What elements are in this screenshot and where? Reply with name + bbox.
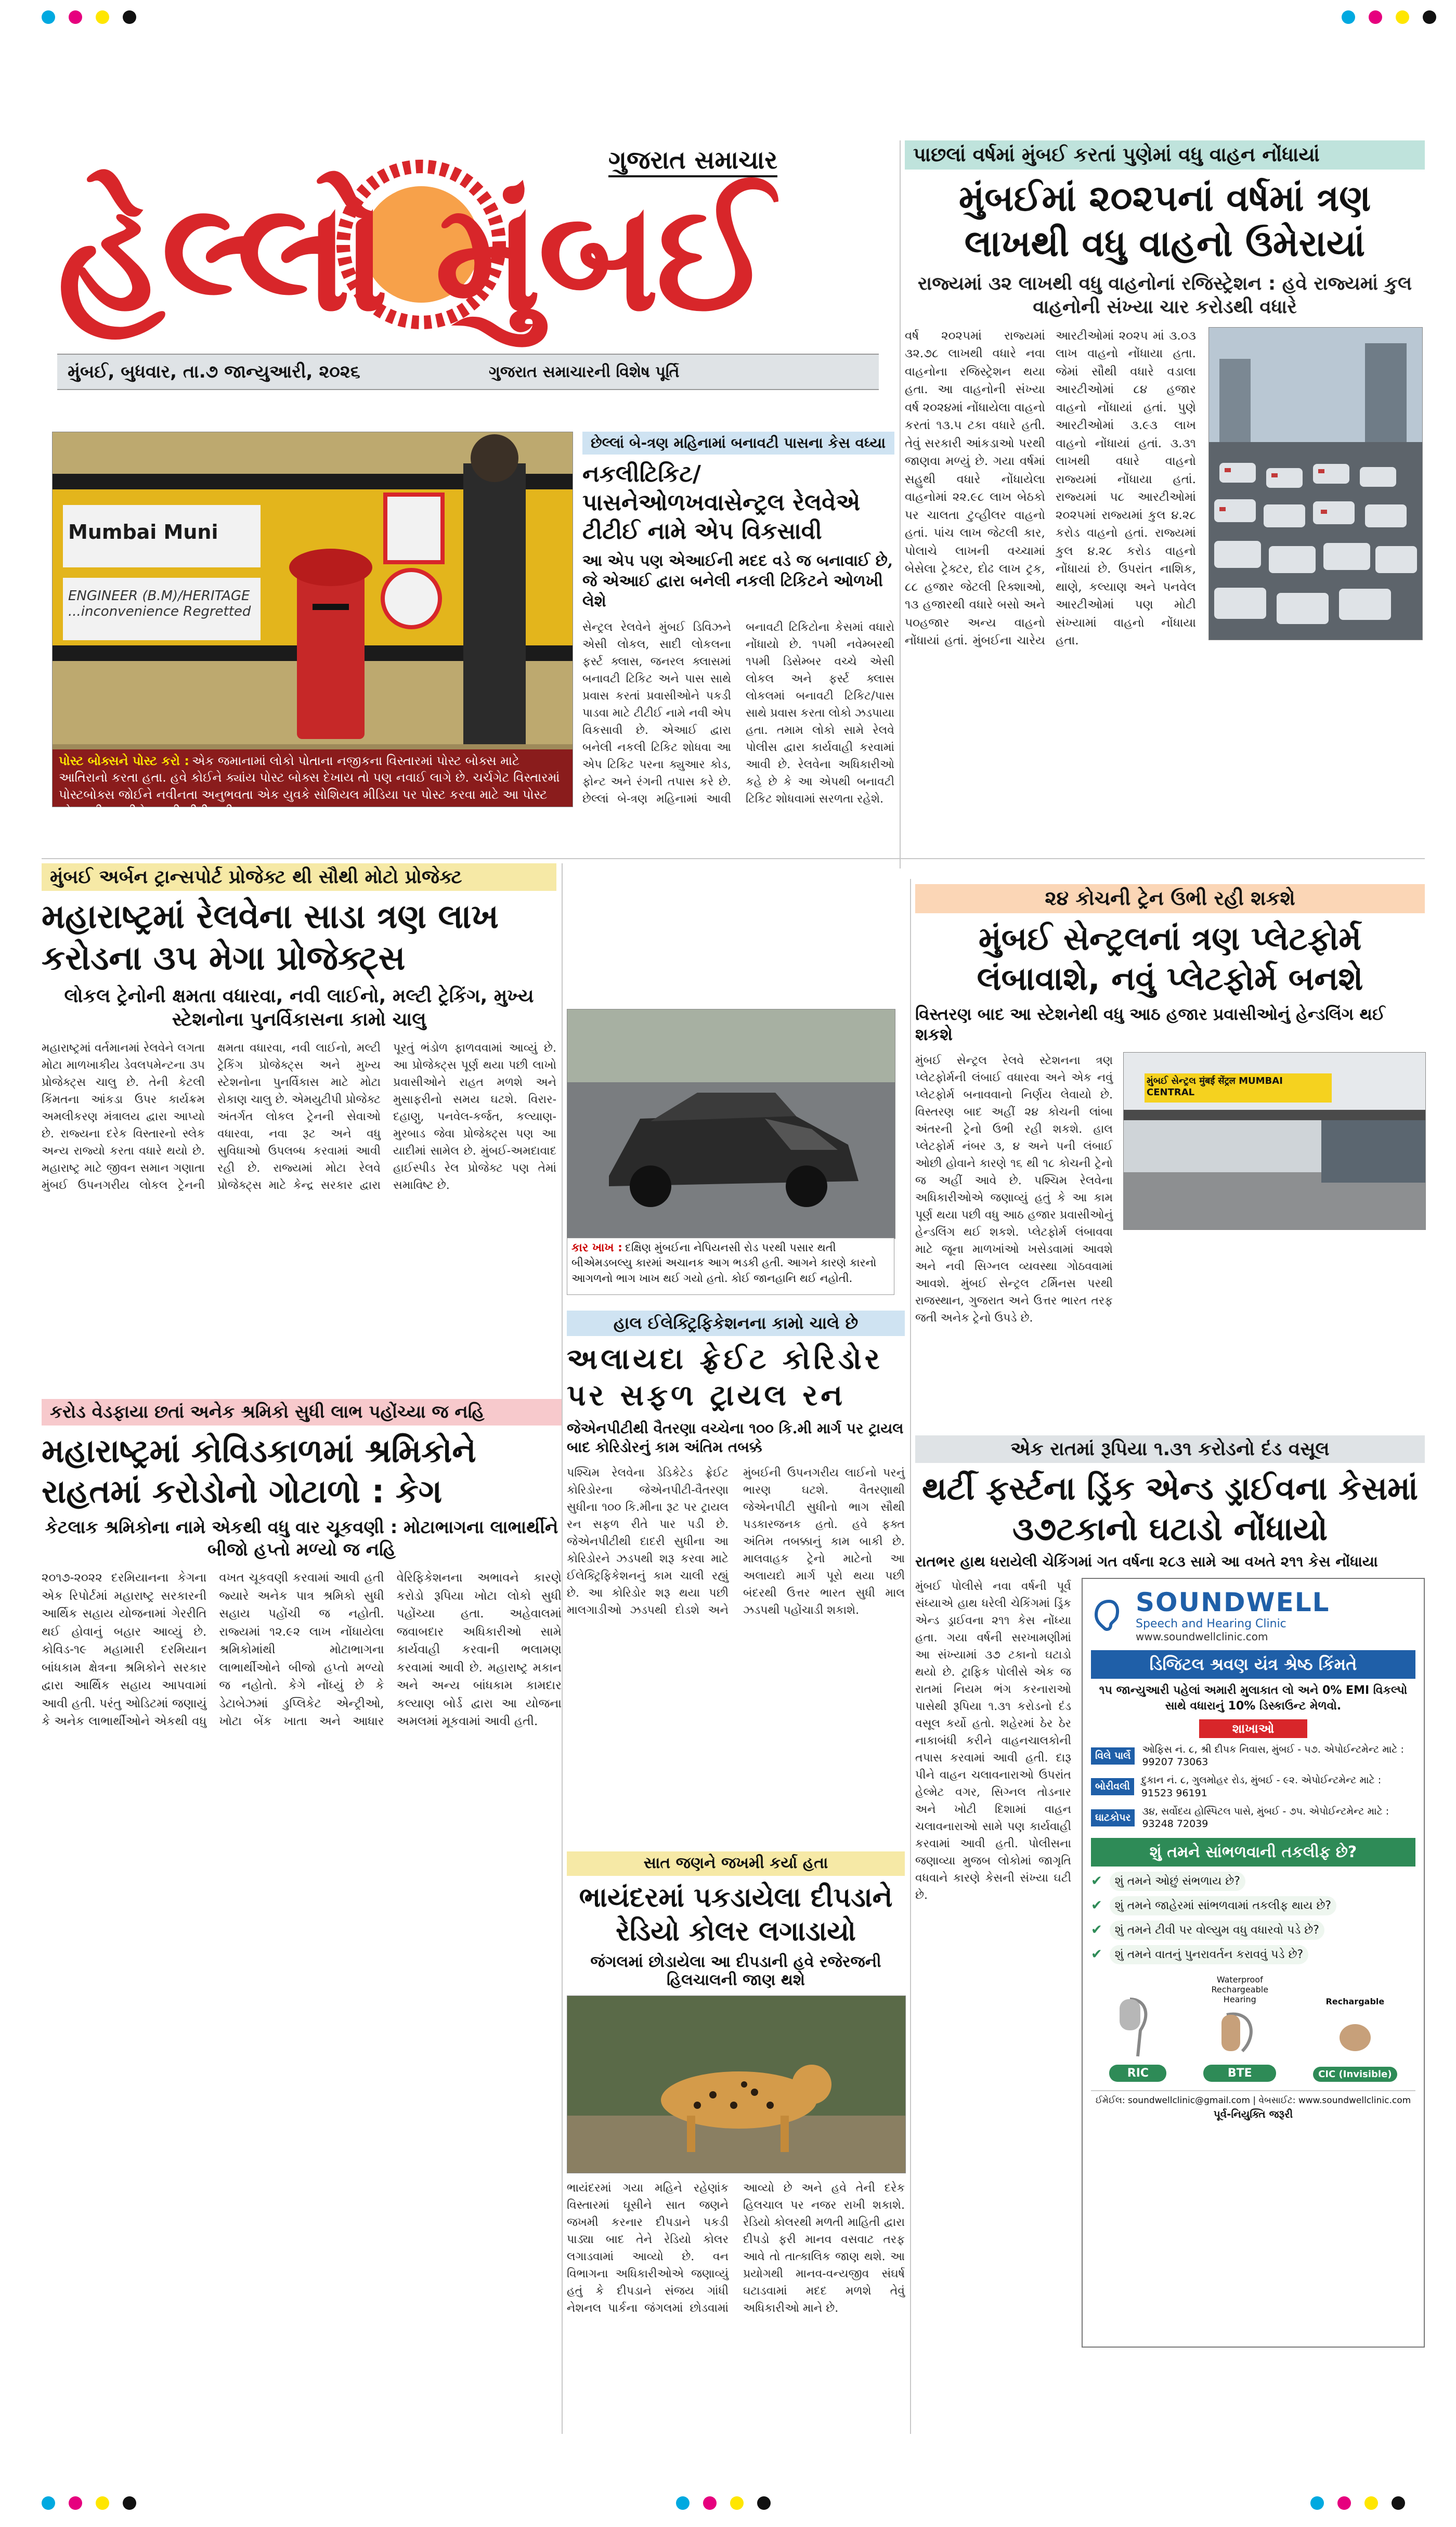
device-cic-label: CIC (Invisible) [1313, 2067, 1397, 2082]
story-leopard-body: ભાયંદરમાં ગયા મહિને રહેણાંક વિસ્તારમાં ઘૂસીને સાત જણને જખમી કરનાર દીપડાને પકડી પાડ્યા બાદ તેને રેડિયો કોલર લગાડવામાં આવ્યો છે. વન વિભાગના અધિકારીઓએ જણાવ્યું હતું કે દીપડાને સંજય ગાંધી નેશનલ પાર્કના જંગલમાં છોડવામાં આવ્યો છે અને હવે તેની દરેક હિલચાલ પર નજર રાખી શકાશે. રેડિયો કોલરથી મળતી માહિતી દ્વારા દીપડો ફરી માનવ વસવાટ તરફ આવે તો તાત્કાલિક જાણ થશે. આ પ્રયોગથી માનવ-વન્યજીવ સંઘર્ષ ઘટાડવામાં મદદ મળશે તેવું અધિકારીઓ માને છે. [567, 2181, 905, 2315]
story-vehicles-headline: મુંબઈમાં ૨૦૨૫નાં વર્ષમાં ત્રણ લાખથી વધુ વાહનો ઉમેરાયાં [958, 176, 1371, 265]
ad-footer: પૂર્વ-નિયુક્તિ જરૂરી [1213, 2107, 1293, 2120]
device-ric-label: RIC [1109, 2065, 1166, 2082]
soundwell-ad[interactable] [1082, 1578, 1425, 2348]
traffic-photo [1208, 327, 1423, 640]
ad-q1 [1091, 1872, 1415, 1891]
story-fake-pass-kicker: છેલ્લાં બે-ત્રણ મહિનામાં બનાવટી પાસના કેસ વધ્યા [582, 432, 894, 455]
story-rail-headline: મહારાષ્ટ્રમાં રેલવેના સાડા ત્રણ લાખ કરોડના ૩૫ મેગા પ્રોજેક્ટ્સ [42, 898, 499, 978]
station-sign: મુંબઈ સેન્ટ્રલ मुंबई सेंट्रल MUMBAI CENTRAL [1147, 1075, 1283, 1098]
device-note-1: Waterproof Rechargeable Hearing [1211, 1974, 1269, 2004]
branch-1-details: ઓફિસ નં. ૮, શ્રી દીપક નિવાસ, મુંબઈ - ૫૭. એપોઈન્ટમેન્ટ માટે : 99207 73063 [1142, 1743, 1404, 1768]
story-covid-headline: મહારાષ્ટ્રમાં કોવિડકાળમાં શ્રમિકોને રાહતમાં કરોડોનો ગોટાળો : કેગ [42, 1432, 476, 1510]
ad-q4-text: શું તમને વાતનું પુનરાવર્તન કરાવવું પડે છે? [1110, 1945, 1308, 1964]
postbox-caption-title: પોસ્ટ બોક્સને પોસ્ટ કરો : [59, 754, 189, 768]
column-rule [562, 863, 563, 2434]
story-platforms-kicker: ૨૪ કોચની ટ્રેન ઉભી રહી શકશે [915, 884, 1425, 913]
story-fake-pass-headline: નકલીટિકિટ/પાસનેઓળખવાસેન્ટ્રલ રેલવેએ ટીટીઈ નામે એપ વિકસાવી [582, 461, 861, 545]
hearing-aid-icon [1109, 1994, 1166, 2062]
device-cic [1313, 1997, 1397, 2082]
traffic-illustration [1209, 328, 1422, 640]
registration-marks-bottom-right [1310, 2496, 1405, 2510]
postbox-caption-text: એક જમાનામાં લોકો પોતાના નજીકના વિસ્તારમાં પોસ્ટ બોક્સ માટે આતિરાનો કરતા હતા. હવે કોઈને ક્યાંય પોસ્ટ બોક્સ દેખાય તો પણ નવાઈ લાગે છે. ચર્ચગેટ વિસ્તારમાં પોસ્ટબોક્સ જોઈને નવીનતા અનુભવતા એક યુવકે સોશિયલ મીડિયા પર પોસ્ટ કરવા માટે આ પોસ્ટ બોક્સની તસવીરો ઝડપી લીધી હતી. [59, 754, 560, 819]
column-rule [910, 879, 911, 2434]
story-fake-pass-body: સેન્ટ્રલ રેલવેને મુંબઈ ડિવિઝને એસી લોકલ, સાદી લોકલના ફર્સ્ટ ક્લાસ, જનરલ ક્લાસમાં બનાવટી ટિકિટ અને પાસ સાથે પ્રવાસ કરતાં પ્રવાસીઓને પકડી પાડવા માટે ટીટીઈ નામે નવી એપ વિકસાવી છે. એઆઈ દ્વારા બનેલી નકલી ટિકિટ શોધવા આ એપ ટિકિટ પરના ક્યુઆર કોડ, ફોન્ટ અને રંગની તપાસ કરે છે. છેલ્લાં બે-ત્રણ મહિનામાં આવી બનાવટી ટિકિટોના કેસમાં વધારો નોંધાયો છે. ૧૫મી નવેમ્બરથી ૧૫મી ડિસેમ્બર વચ્ચે એસી લોકલ અને ફર્સ્ટ ક્લાસ લોકલમાં બનાવટી ટિકિટ/પાસ સાથે પ્રવાસ કરતા લોકો ઝડપાયા હતા. તમામ લોકો સામે રેલવે પોલીસ દ્વારા કાર્યવાહી કરવામાં આવી છે. રેલવેના અધિકારીઓ કહે છે કે આ એપથી બનાવટી ટિકિટ શોધવામાં સરળતા રહેશે. [582, 621, 894, 806]
branch-3-name: ઘાટકોપર [1091, 1809, 1135, 1826]
story-leopard-headline: ભાયંદરમાં પકડાયેલા દીપડાને રેડિયો કોલર લગાડાયો [579, 1882, 893, 1947]
registration-marks-top-right [1342, 10, 1436, 24]
check-icon: ✔ [1091, 1947, 1102, 1963]
story-freight-subhead: જેએનપીટીથી વૈતરણા વચ્ચેના ૧૦૦ કિ.મી માર્ગ પર ટ્રાયલ બાદ કોરિડોરનું કામ અંતિમ તબક્કે [567, 1419, 904, 1456]
story-covid [42, 1399, 562, 2439]
ad-branches-label: શાખાઓ [1199, 1719, 1307, 1738]
story-rail-subhead: લોકલ ટ્રેનોની ક્ષમતા વધારવા, નવી લાઈનો, મલ્ટી ટ્રેકિંગ, મુખ્ય સ્ટેશનોના પુનર્વિકાસના કામો ચાલુ [64, 986, 534, 1031]
device-bte-label: BTE [1203, 2065, 1276, 2082]
postbox-sign-text: Mumbai Muni [68, 521, 218, 543]
story-vehicles-body: વર્ષ ૨૦૨૫માં રાજ્યમાં ૩૨.૭૮ લાખથી વધારે નવા વાહનોના રજિસ્ટ્રેશન થયા હતા. આ વાહનોની સંખ્યા વર્ષ ૨૦૨૪માં નોંધાયેલા વાહનો કરતાં ૧૩.૫ ટકા વધારે હતી. તેવું સરકારી આંકડાઓ પરથી જાણવા મળ્યું છે. ગયા વર્ષમાં સહુથી વધારે નોંધાયેલા વાહનોમાં ૨૨.૯૮ લાખ બેઠકો પર ચાલતા ટુવ્હીલર વાહનો હતાં. પાંચ લાખ જેટલી કાર, પોલાચે લાખની વચ્ચામાં બેસેલા ટ્રેક્ટર, દોઢ લાખ ટ્રક, ૮૮ હજાર જેટલી રિક્શાઓ, ૧૩ હજારથી વધારે બસો અને ૫૦હજાર અન્ય વાહનો નોંધાયાં હતાં. મુંબઈના ચારેય આરટીઓમાં ૨૦૨૫ માં ૩.૦૩ લાખ વાહનો નોંધાયા હતા. જેમાં સૌથી વધારે વડાલા આરટીઓમાં ૮૪ હજાર વાહનો નોંધાયાં હતાં. પુણે આરટીઓમાં ૩.૯૩ લાખ વાહનો નોંધાયાં હતાં. ૩.૩૧ લાખથી વધારે વાહનો રાજ્યમાં નોંધાયા હતાં. રાજ્યમાં ૫૮ આરટીઓમાં ૨૦૨૫માં રાજ્યમાં કુલ ૪.૨૮ કરોડ વાહનો હતાં. રાજ્યમાં કુલ ૪.૨૮ કરોડ વાહનો નોંધાયાં છે. ઉપરાંત નાશિક, થાણે, કલ્યાણ અને પનવેલ આરટીઓમાં પણ મોટી સંખ્યામાં વાહનો નોંધાયા હતા. [905, 329, 1196, 648]
device-bte [1203, 1975, 1276, 2082]
story-freight [567, 1311, 905, 1841]
ad-q1-text: શું તમને ઓછું સંભળાય છે? [1110, 1872, 1245, 1891]
car-photo [567, 1009, 895, 1239]
story-platforms [915, 884, 1425, 1425]
column-rule [900, 140, 901, 869]
ad-tagline: Speech and Hearing Clinic [1136, 1617, 1286, 1631]
ad-branch-3[interactable] [1091, 1805, 1415, 1831]
story-freight-body: પશ્ચિમ રેલવેના ડેડિકેટેડ ફ્રેઈટ કોરિડોરના જેએનપીટી-વૈતરણા સુધીના ૧૦૦ કિ.મીના રૂટ પર ટ્રાયલ રન સફળ રીતે પાર પડી છે. જેએનપીટીથી દાદરી સુધીના આ કોરિડોરને ઝડપથી શરૂ કરવા માટે ઈલેક્ટ્રિફિકેશનનું કામ ચાલી રહ્યું છે. આ કોરિડોર શરૂ થયા પછી માલગાડીઓ ઝડપથી દોડશે અને મુંબઈની ઉપનગરીય લાઈનો પરનું ભારણ ઘટશે. વૈતરણાથી જેએનપીટી સુધીનો ભાગ સૌથી પડકારજનક હતો. હવે ફક્ત અંતિમ તબક્કાનું કામ બાકી છે. માલવાહક ટ્રેનો માટેનો આ અલાયદો માર્ગ પૂરો થયા પછી બંદરથી ઉત્તર ભારત સુધી માલ ઝડપથી પહોંચાડી શકાશે. [567, 1466, 905, 1617]
ad-q3 [1091, 1921, 1415, 1940]
ad-brand: SOUNDWELL [1136, 1587, 1330, 1618]
ad-offer: ૧૫ જાન્યુઆરી પહેલાં અમારી મુલાકાત લો અને 0% EMI વિકલ્પો સાથે વધારાનું 10% ડિસ્કાઉન્ટ મેળવો. [1099, 1684, 1408, 1713]
story-leopard-subhead: જંગલમાં છોડાયેલા આ દીપડાની હવે રજેરજની હિલચાલની જાણ થશે [590, 1952, 881, 1989]
story-vehicles-subhead: રાજ્યમાં ૩૨ લાખથી વધુ વાહનોનાં રજિસ્ટ્રેશન : હવે રાજ્યમાં કુલ વાહનોની સંખ્યા ચાર કરોડથી વધારે [917, 273, 1412, 318]
story-freight-kicker: હાલ ઈલેક્ટ્રિફિકેશનના કામો ચાલે છે [567, 1311, 905, 1336]
ad-website: www.soundwellclinic.com [1136, 1630, 1268, 1643]
story-platforms-body-a: મુંબઈ સેન્ટ્રલ રેલવે સ્ટેશનના ત્રણ પ્લેટફોર્મની લંબાઈ વધારવા અને એક નવું પ્લેટફોર્મ બનાવવાનો નિર્ણય લેવાયો છે. વિસ્તરણ બાદ અહીં ૨૪ કોચની લાંબા અંતરની ટ્રેનો ઉભી રહી શકશે. હાલ પ્લેટફોર્મ નંબર ૩, ૪ અને ૫ની લંબાઈ ઓછી હોવાને કારણે ૧૬ થી ૧૮ કોચની ટ્રેનો જ અહીં આવે છે. પશ્ચિમ રેલવેના અધિકારીઓએ જણાવ્યું હતું કે આ કામ પૂર્ણ થયા પછી વધુ આઠ હજાર પ્રવાસીઓનું હેન્ડલિંગ થઈ શકશે. પ્લેટફોર્મ લંબાવવા માટે જૂના માળખાંઓ ખસેડવામાં આવશે અને નવી સિગ્નલ વ્યવસ્થા ગોઠવવામાં આવશે. મુંબઈ સેન્ટ્રલ ટર્મિનસ પરથી રાજસ્થાન, ગુજરાત અને ઉત્તર ભારત તરફ જતી અનેક ટ્રેનો ઉપડે છે. [915, 1054, 1113, 1325]
story-drunk [915, 1435, 1425, 2434]
check-icon: ✔ [1091, 1922, 1102, 1938]
postbox-engineer-text: ENGINEER (B.M)/HERITAGE ...inconvenience Regretted [68, 588, 251, 619]
check-icon: ✔ [1091, 1898, 1102, 1914]
story-drunk-headline: થર્ટી ફર્સ્ટના ડ્રિંક એન્ડ ડ્રાઈવના કેસમાં ૩૭ટકાનો ઘટાડો નોંધાયો [921, 1469, 1419, 1548]
story-platforms-subhead: વિસ્તરણ બાદ આ સ્ટેશનેથી વધુ આઠ હજાર પ્રવાસીઓનું હેન્ડલિંગ થઈ શકશે [915, 1004, 1385, 1044]
story-drunk-subhead: રાતભર હાથ ધરાયેલી ચેકિંગમાં ગત વર્ષના ૨૮૩ સામે આ વખતે ૨૧૧ કેસ નોંધાયા [915, 1553, 1378, 1571]
leopard-illustration [567, 1996, 905, 2173]
story-leopard [567, 1851, 905, 2439]
ad-branch-2[interactable] [1091, 1774, 1415, 1799]
device-ric [1109, 1994, 1166, 2082]
registration-marks-bottom-mid [676, 2496, 771, 2510]
car-caption [567, 1238, 894, 1295]
masthead-title: હેલ્લો મુંબઈ [57, 170, 770, 345]
publisher-name: ગુજરાત સમાચાર [608, 146, 777, 177]
ad-q2-text: શું તમને જાહેરમાં સાંભળવામાં તકલીફ થાય છે? [1110, 1896, 1336, 1915]
hearing-aid-icon [1211, 2004, 1268, 2062]
story-vehicles [905, 140, 1425, 863]
dateline: મુંબઈ, બુધવાર, તા.૭ જાન્યુઆરી, ૨૦૨૬ [68, 361, 360, 382]
story-platforms-headline: મુંબઈ સેન્ટ્રલનાં ત્રણ પ્લેટફોર્મ લંબાવાશે, નવું પ્લેટફોર્મ બનશે [977, 919, 1363, 998]
registration-marks-bottom-left [42, 2496, 136, 2510]
masthead [47, 146, 889, 406]
story-covid-subhead: કેટલાક શ્રમિકોના નામે એકથી વધુ વાર ચૂકવણી : મોટાભાગના લાભાર્થીને બીજો હપ્તો મળ્યો જ નહિ [45, 1517, 558, 1560]
hearing-aid-icon [1327, 2006, 1384, 2064]
ad-question: શું તમને સાંભળવાની તકલીફ છે? [1091, 1838, 1415, 1867]
story-covid-body: ૨૦૧૭-૨૦૨૨ દરમિયાનના કેગના એક રિપોર્ટમાં મહારાષ્ટ્ર સરકારની આર્થિક સહાય યોજનામાં ગેરરીતિ થઈ હોવાનું બહાર આવ્યું છે. કોવિડ-૧૯ મહામારી દરમિયાન બાંધકામ ક્ષેત્રના શ્રમિકોને સરકાર દ્વારા આર્થિક સહાય આપવામાં આવી હતી. પરંતુ ઓડિટમાં જણાયું કે અનેક લાભાર્થીઓને એકથી વધુ વખત ચૂકવણી કરવામાં આવી હતી જ્યારે અનેક પાત્ર શ્રમિકો સુધી સહાય પહોંચી જ નહોતી. રાજ્યમાં ૧૨.૯૨ લાખ નોંધાયેલા શ્રમિકોમાંથી મોટાભાગના લાભાર્થીઓને બીજો હપ્તો મળ્યો જ નહોતો. કેગે નોંધ્યું છે કે ડેટાબેઝમાં ડુપ્લિકેટ એન્ટ્રીઓ, ખોટા બેંક ખાતા અને આધાર વેરિફિકેશનના અભાવને કારણે કરોડો રૂપિયા ખોટા લોકો સુધી પહોંચ્યા હતા. અહેવાલમાં જવાબદાર અધિકારીઓ સામે કાર્યવાહી કરવાની ભલામણ કરવામાં આવી છે. મહારાષ્ટ્ર મકાન અને અન્ય બાંધકામ કામદાર કલ્યાણ બોર્ડ દ્વારા આ યોજના અમલમાં મૂકવામાં આવી હતી. [42, 1571, 562, 1729]
car-illustration [567, 1009, 895, 1238]
story-drunk-kicker: એક રાતમાં રૂપિયા ૧.૩૧ કરોડનો દંડ વસૂલ [915, 1435, 1425, 1463]
leopard-photo [567, 1995, 906, 2173]
ad-branch-1[interactable] [1091, 1743, 1415, 1769]
branch-2-name: બોરીવલી [1091, 1778, 1134, 1795]
car-caption-text: દક્ષિણ મુંબઈના નેપિયનસી રોડ પરથી પસાર થતી બીએમડબલ્યુ કારમાં અચાનક આગ ભડકી હતી. આગને કારણે કારનો આગળનો ભાગ ખાખ થઈ ગયો હતો. કોઈ જાનહાનિ થઈ નહોતી. [571, 1241, 877, 1285]
supplement-label: ગુજરાત સમાચારની વિશેષ પૂર્તિ [489, 362, 680, 381]
ad-title: ડિજિટલ શ્રવણ યંત્ર શ્રેષ્ઠ કિંમતે [1091, 1650, 1415, 1679]
story-drunk-body: મુંબઈ પોલીસે નવા વર્ષની પૂર્વ સંધ્યાએ હાથ ધરેલી ચેકિંગમાં ડ્રિંક એન્ડ ડ્રાઈવના ૨૧૧ કેસ નોંધ્યા હતા. ગયા વર્ષની સરખામણીમાં આ સંખ્યામાં ૩૭ ટકાનો ઘટાડો થયો છે. ટ્રાફિક પોલીસે એક જ રાતમાં નિયમ ભંગ કરનારાઓ પાસેથી રૂપિયા ૧.૩૧ કરોડનો દંડ વસૂલ કર્યો હતો. શહેરમાં ઠેર ઠેર નાકાબંધી કરીને વાહનચાલકોની તપાસ કરવામાં આવી હતી. દારૂ પીને વાહન ચલાવનારાઓ ઉપરાંત હેલ્મેટ વગર, સિગ્નલ તોડનાર અને ખોટી દિશામાં વાહન ચલાવનારાઓ સામે પણ કાર્યવાહી કરવામાં આવી હતી. પોલીસના જણાવ્યા મુજબ લોકોમાં જાગૃતિ વધવાને કારણે કેસની સંખ્યા ઘટી છે. [915, 1580, 1071, 1902]
branch-2-details: દુકાન નં. ૮, ગુલમોહર રોડ, મુંબઈ - ૯૨. એપોઈન્ટમેન્ટ માટે : 91523 96191 [1141, 1774, 1382, 1799]
row-rule [42, 858, 1425, 859]
story-vehicles-kicker: પાછલાં વર્ષમાં મુંબઈ કરતાં પુણેમાં વધુ વાહન નોંધાયાં [905, 140, 1425, 170]
ad-q3-text: શું તમને ટીવી પર વોલ્યુમ વધુ વધારવો પડે છે? [1110, 1921, 1324, 1940]
story-freight-headline: અલાયદા ફ્રેઈટ કોરિડોર પર સફળ ટ્રાયલ રન [567, 1342, 883, 1412]
registration-marks-top [42, 10, 136, 24]
story-covid-kicker: કરોડ વેડફાયા છતાં અનેક શ્રમિકો સુધી લાભ પહોંચ્યા જ નહિ [42, 1399, 562, 1426]
dateline-bar [57, 354, 879, 390]
story-fake-pass-subhead: આ એપ પણ એઆઈની મદદ વડે જ બનાવાઈ છે, જે એઆઈ દ્વારા બનેલી નકલી ટિકિટને ઓળખી લેશે [582, 552, 893, 611]
ad-contact[interactable]: ઈમેઈલ: soundwellclinic@gmail.com | વેબસાઈટ: www.soundwellclinic.com [1091, 2090, 1415, 2106]
story-rail-kicker: મુંબઈ અર્બન ટ્રાન્સપોર્ટ પ્રોજેક્ટ થી સૌથી મોટો પ્રોજેક્ટ [42, 863, 556, 891]
story-fake-pass [582, 432, 894, 1004]
ad-q2 [1091, 1896, 1415, 1915]
postbox-caption [53, 749, 573, 819]
ear-icon [1091, 1597, 1127, 1634]
check-icon: ✔ [1091, 1873, 1102, 1889]
branch-3-details: ૩૪, સર્વોદય હોસ્પિટલ પાસે, મુંબઈ - ૭૫. એપોઈન્ટમેન્ટ માટે : 93248 72039 [1142, 1805, 1389, 1830]
postbox-photo [52, 432, 573, 819]
ad-q4 [1091, 1945, 1415, 1964]
story-rail-body: મહારાષ્ટ્રમાં વર્તમાનમાં રેલવેને લગતા મોટા માળખાકીય ડેવલપમેન્ટના ૩૫ પ્રોજેક્ટ્સ ચાલુ છે. તેની કેટલી કિંમતના આંકડા ઉપર કાર્યક્રમ અમલીકરણ મંત્રાલય દ્વારા આપ્યો છે. રાજ્યના દરેક વિસ્તારનો સ્લેક અન્ય રાજ્યો કરતા વધારે થયો છે. મહારાષ્ટ્ર માટે જીવન સમાન ગણાતા મુંબઈ ઉપનગરીય લોકલ ટ્રેનની ક્ષમતા વધારવા, નવી લાઈનો, મલ્ટી ટ્રેકિંગ પ્રોજેક્ટ્સ અને મુખ્ય સ્ટેશનોના પુનર્વિકાસ માટે મોટા રોકાણ ચાલુ છે. એમયુટીપી પ્રોજેક્ટ અંતર્ગત લોકલ ટ્રેનની સેવાઓ વધારવા, નવા રૂટ અને વધુ સુવિધાઓ ઉપલબ્ધ કરવામાં આવી રહી છે. રાજ્યમાં મોટા રેલવે પ્રોજેક્ટ્સ માટે કેન્દ્ર સરકાર દ્વારા પૂરતું ભંડોળ ફાળવવામાં આવ્યું છે. આ પ્રોજેક્ટ્સ પૂર્ણ થયા પછી લાખો પ્રવાસીઓને રાહત મળશે અને મુસાફરીનો સમય ઘટશે. વિરાર-દહાણુ, પનવેલ-કર્જત, કલ્યાણ-મુરબાડ જેવા પ્રોજેક્ટ્સ પણ આ યાદીમાં સામેલ છે. મુંબઈ-અમદાવાદ હાઈસ્પીડ રેલ પ્રોજેક્ટ પણ તેમાં સમાવિષ્ટ છે. [42, 1042, 556, 1193]
branch-1-name: વિલે પાર્લે [1091, 1747, 1135, 1765]
car-caption-title: કાર ખાખ : [571, 1241, 622, 1254]
device-note-2: Rechargable [1325, 1996, 1385, 2006]
story-leopard-kicker: સાત જણને જખમી કર્યા હતા [567, 1851, 905, 1876]
station-photo [1123, 1052, 1426, 1230]
story-rail-projects [42, 863, 556, 1383]
